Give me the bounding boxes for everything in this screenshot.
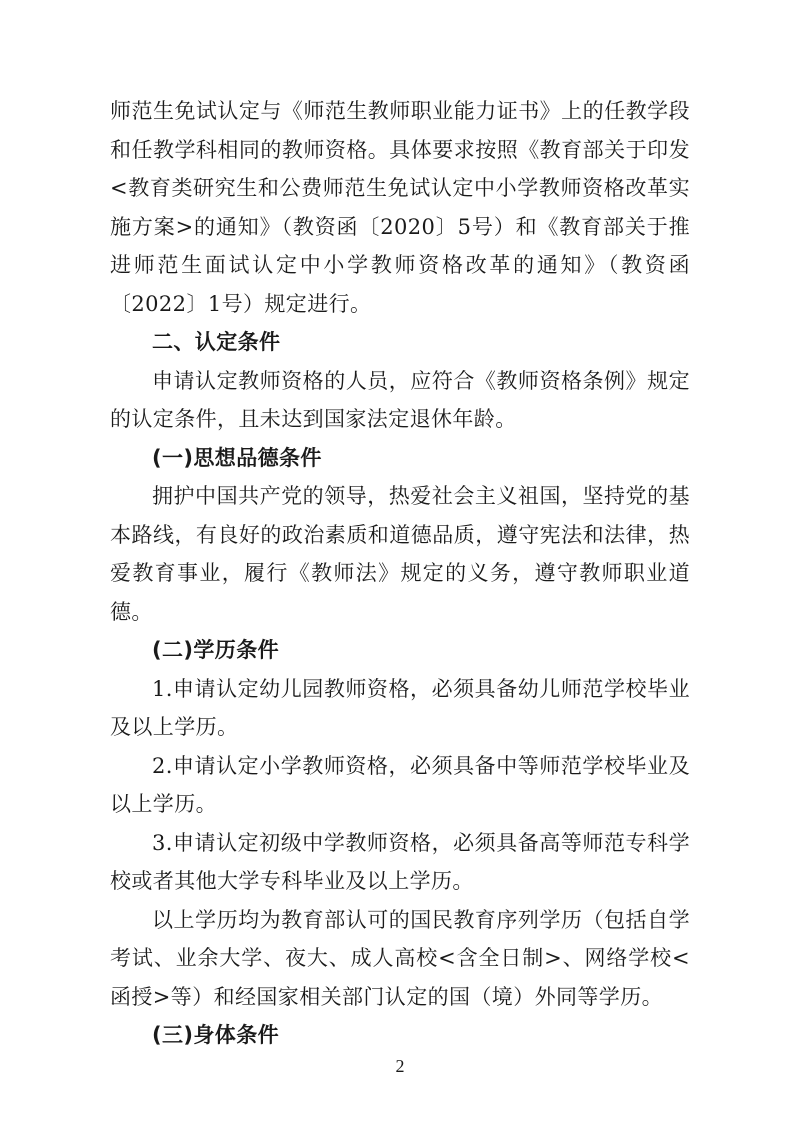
paragraph-conditions-intro: 申请认定教师资格的人员，应符合《教师资格条例》规定的认定条件，且未达到国家法定退休年龄。: [110, 368, 690, 431]
heading-education-conditions: (二)学历条件: [152, 638, 279, 662]
heading-moral-conditions: (一)思想品德条件: [152, 445, 322, 470]
paragraph-moral-conditions: 拥护中国共产党的领导，热爱社会主义祖国，坚持党的基本路线，有良好的政治素质和道德品质，遵守宪法和法律，热爱教育事业，履行《教师法》规定的义务，遵守教师职业道德。: [110, 484, 690, 624]
paragraph-teacher-cert-requirements: 师范生免试认定与《师范生教师职业能力证书》上的任教学段和任教学科相同的教师资格。具体要求按照《教育部关于印发<教育类研究生和公费师范生免试认定中小学教师资格改革实施方案>的通知》（教资函〔2020〕5号）和《教育部关于推进师范生面试认定中小学教师资格改革的通知》（教资函〔2022〕1号）规定进行。: [110, 99, 690, 316]
heading-certification-conditions: 二、认定条件: [152, 330, 281, 354]
paragraph-primary-requirement: 2.申请认定小学教师资格，必须具备中等师范学校毕业及以上学历。: [110, 753, 690, 816]
paragraph-junior-middle-requirement: 3.申请认定初级中学教师资格，必须具备高等师范专科学校或者其他大学专科毕业及以上学历。: [110, 830, 690, 893]
paragraph-recognized-degrees: 以上学历均为教育部认可的国民教育序列学历（包括自学考试、业余大学、夜大、成人高校<含全日制>、网络学校<函授>等）和经国家相关部门认定的国（境）外同等学历。: [110, 907, 690, 1009]
paragraph-kindergarten-requirement: 1.申请认定幼儿园教师资格，必须具备幼儿师范学校毕业及以上学历。: [110, 676, 690, 739]
heading-physical-conditions: (三)身体条件: [152, 1023, 279, 1047]
page-number: 2: [395, 1056, 405, 1076]
document-body: [110, 92, 690, 1055]
